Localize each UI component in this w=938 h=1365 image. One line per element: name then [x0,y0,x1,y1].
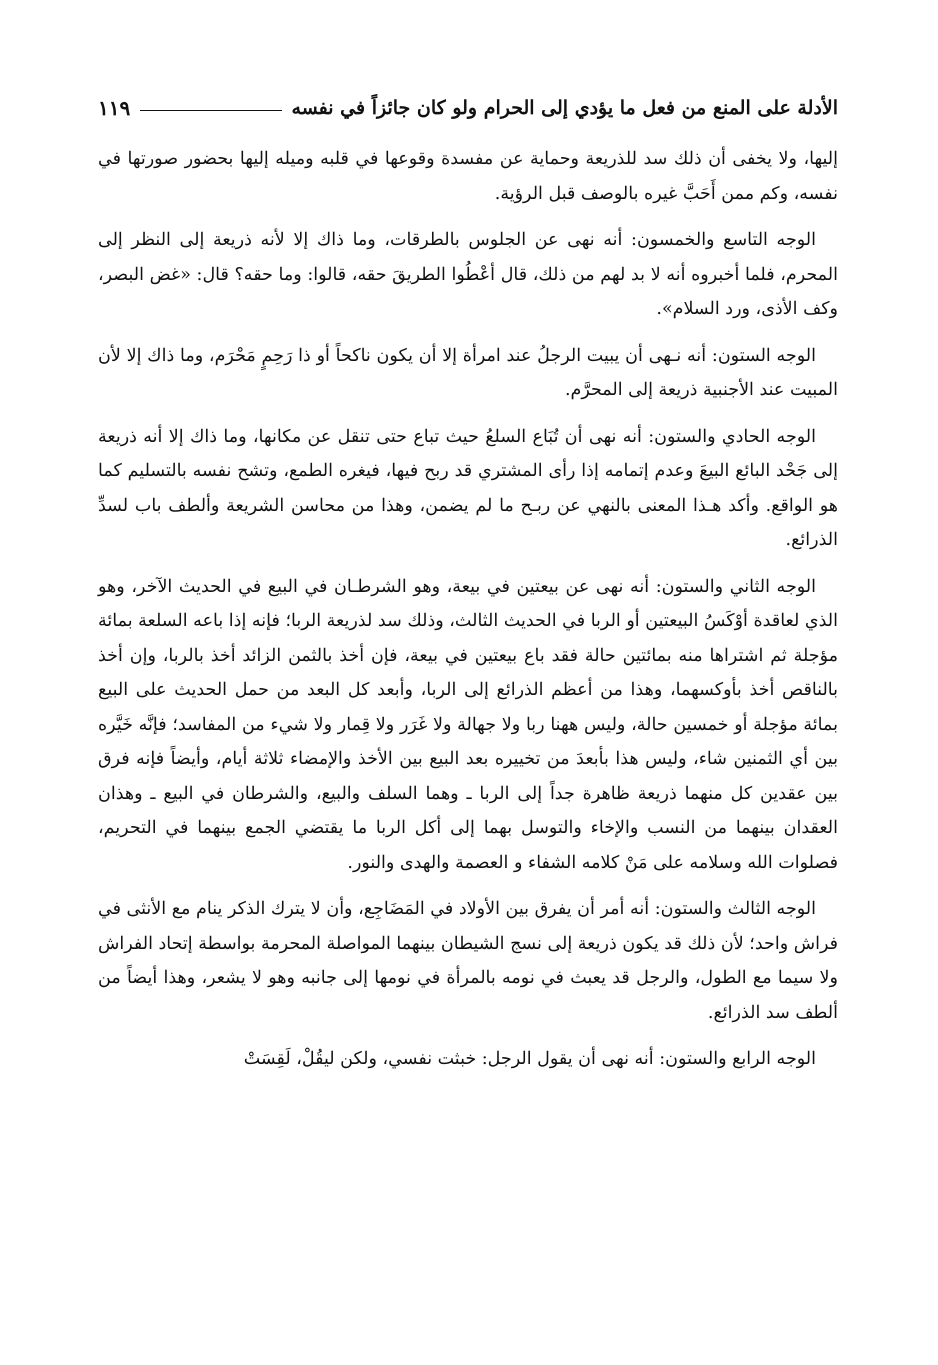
paragraph-aspect-64: الوجه الرابع والستون: أنه نهى أن يقول الرجل: خبثت نفسي، ولكن ليقُلْ، لَقِسَتْ [243,1049,816,1069]
paragraph-aspect-62: الوجه الثاني والستون: أنه نهى عن بيعتين في بيعة، وهو الشرطـان في البيع في الحديث الآخر، وهو الذي لعاقدة أوْكَسُ البيعتين أو الربا في الحديث الثالث، وذلك سد لذريعة الربا؛ فإنه إذا باعه السلعة بمائة مؤجلة ثم اشتراها منه بمائتين حالة فقد باع بيعتين في بيعة، فإن أخذ بالثمن الزائد أخذ بالربا، وإن أخذ بالناقص أخذ بأوكسهما، وهذا من أعظم الذرائع إلى الربا، وأبعد كل البعد من حمل الحديث على البيع بمائة مؤجلة أو خمسين حالة، وليس ههنا ربا ولا جهالة ولا غَرَر ولا قِمار ولا شيء من المفاسد؛ فإنَّه خَيَّره بين أي الثمنين شاء، وليس هذا بأبعدَ من تخييره بعد البيع بين الأخذ والإمضاء ثلاثة أيام، وأيضاً فإنه فرق بين عقدين كل منهما ذريعة ظاهرة جداً إلى الربا ـ وهما السلف والبيع، والشرطان في البيع ـ وهذان العقدان بينهما من النسب والإخاء والتوسل بهما إلى أكل الربا ما يقتضي الجمع بينهما في التحريم، فصلوات الله وسلامه على مَنْ كلامه الشفاء و العصمة والهدى والنور. [98,576,838,873]
running-header [98,92,838,124]
page-body [98,142,838,1089]
paragraph-aspect-59: الوجه التاسع والخمسون: أنه نهى عن الجلوس بالطرقات، وما ذاك إلا لأنه ذريعة إلى النظر إلى المحرم، فلما أخبروه أنه لا بد لهم من ذلك، قال أعْطُوا الطريقَ حقه، قالوا: وما حقه؟ قال: «غض البصر، وكف الأذى، ورد السلام». [98,230,838,319]
paragraph-aspect-60: الوجه الستون: أنه نـهى أن يبيت الرجلُ عند امرأة إلا أن يكون ناكحاً أو ذا رَحِمٍ مَحْرَم، وما ذاك إلا لأن المبيت عند الأجنبية ذريعة إلى المحرَّم. [98,345,838,400]
paragraph-continuation: إليها، ولا يخفى أن ذلك سد للذريعة وحماية عن مفسدة وقوعها في قلبه وميله إليها بحضور صورتها في نفسه، وكم ممن أَحَبَّ غيره بالوصف قبل الرؤية. [98,149,838,204]
page-number: ١١٩ [98,96,131,120]
paragraph-aspect-63: الوجه الثالث والستون: أنه أمر أن يفرق بين الأولاد في المَضَاجِع، وأن لا يترك الذكر ينام مع الأنثى في فراش واحد؛ لأن ذلك قد يكون ذريعة إلى نسج الشيطان بينهما المواصلة المحرمة بواسطة إتحاد الفراش ولا سيما مع الطول، والرجل قد يعبث في نومه بالمرأة في نومها إلى جانبه وهو لا يشعر، وهذا أيضاً من ألطف سد الذرائع. [98,899,838,1023]
running-title: الأدلة على المنع من فعل ما يؤدي إلى الحرام ولو كان جائزاً في نفسه [291,97,838,119]
header-rule [140,110,281,111]
paragraph-aspect-61: الوجه الحادي والستون: أنه نهى أن تُبَاع السلعُ حيث تباع حتى تنقل عن مكانها، وما ذاك إلا أنه ذريعة إلى جَحْد البائع البيعَ وعدم إتمامه إذا رأى المشتري قد ربح فيها، فيغره الطمع، وتشح نفسه بالتسليم كما هو الواقع. وأكد هـذا المعنى بالنهي عن ربـح ما لم يضمن، وهذا من محاسن الشريعة وألطف باب لسدِّ الذرائع. [98,426,838,550]
